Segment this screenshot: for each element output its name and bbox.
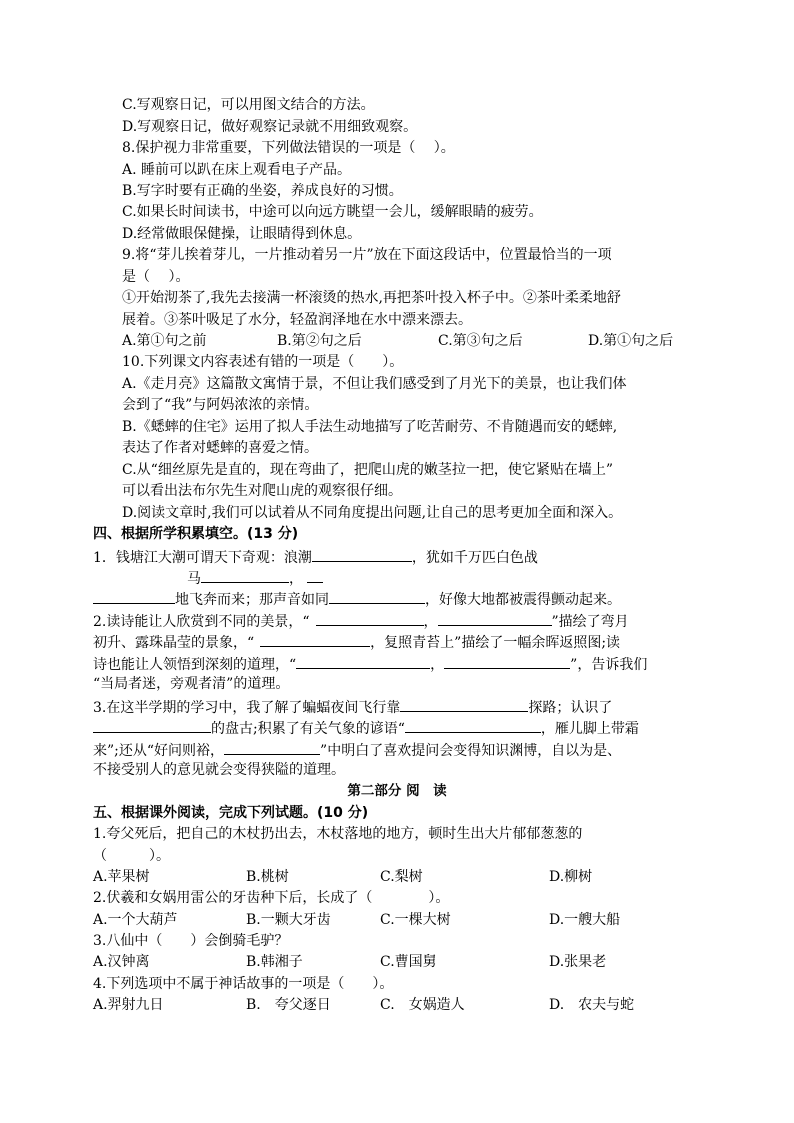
q9-text-line1: ①开始沏茶了,我先去接满一杯滚烫的热水,再把茶叶投入杯子中。②茶叶柔柔地舒 xyxy=(122,290,621,306)
s5-q4-options xyxy=(93,995,693,1015)
s5-q4-stem: 4.下列选项中不属于神话故事的一项是（ ）。 xyxy=(93,976,394,992)
q10-option-d: D.阅读文章时,我们可以试着从不同角度提出问题,让自己的思考更加全面和深入。 xyxy=(122,505,623,521)
s4-q2-line1: 2.读诗能让人欣赏到不同的美景，“ ， ”描绘了弯月 xyxy=(93,610,629,630)
s4-q2-line2: 初升、露珠晶莹的景象，“ ，复照青苔上”描绘了一幅余晖返照图;读 xyxy=(93,631,620,651)
s5-q1-option-d: D.柳树 xyxy=(549,869,593,885)
fill-blank[interactable] xyxy=(444,653,570,669)
q10-option-a-line2: 会到了“我”与阿妈浓浓的亲情。 xyxy=(122,397,319,413)
s5-q2-option-b: B.一颗大牙齿 xyxy=(246,912,331,928)
fill-blank[interactable] xyxy=(329,588,425,604)
s5-q2-option-d: D.一艘大船 xyxy=(549,912,621,928)
q10-option-a-line1: A.《走月亮》这篇散文寓情于景，不但让我们感受到了月光下的美景，也让我们体 xyxy=(122,376,627,392)
fill-blank[interactable] xyxy=(400,696,528,712)
s4-q3-line4: 不接受别人的意见就会变得狭隘的道理。 xyxy=(93,762,345,778)
q10-option-c-line1: C.从“细丝原先是直的，现在弯曲了，把爬山虎的嫩茎拉一把，使它紧贴在墙上” xyxy=(122,462,613,478)
s4-q1-line2: 马 ， xyxy=(187,567,323,587)
q9-text-line2: 展着。③茶叶吸足了水分，轻盈润泽地在水中漂来漂去。 xyxy=(122,312,472,328)
q7-option-c: C.写观察日记，可以用图文结合的方法。 xyxy=(122,97,375,113)
s4-q3-line2: 的盘古;积累了有关气象的谚语“ ，雁儿脚上带霜 xyxy=(93,717,639,737)
q10-stem: 10.下列课文内容表述有错的一项是（ ）。 xyxy=(122,354,404,370)
q10-option-b-line2: 表达了作者对蟋蟀的喜爱之情。 xyxy=(122,440,318,456)
q10-option-c-line2: 可以看出法布尔先生对爬山虎的观察很仔细。 xyxy=(122,483,402,499)
s5-q4-option-a: A.羿射九日 xyxy=(93,997,164,1013)
q9-options xyxy=(122,331,722,351)
s5-q3-options xyxy=(93,952,693,972)
q9-option-a: A.第①句之前 xyxy=(122,333,207,349)
q10-option-b-line1: B.《蟋蟀的住宅》运用了拟人手法生动地描写了吃苦耐劳、不肯随遇而安的蟋蟀, xyxy=(122,419,618,435)
fill-blank[interactable] xyxy=(201,567,289,583)
fill-blank[interactable] xyxy=(260,631,370,647)
s5-q3-option-a: A.汉钟离 xyxy=(93,954,150,970)
fill-blank[interactable] xyxy=(438,610,552,626)
s5-q4-option-d: D. 农夫与蛇 xyxy=(549,997,635,1013)
s5-q3-stem: 3.八仙中（ ）会倒骑毛驴？ xyxy=(93,933,289,949)
s5-q2-options xyxy=(93,910,693,930)
s5-q2-option-a: A.一个大葫芦 xyxy=(93,912,178,928)
s4-q1-line1: 1．钱塘江大潮可谓天下奇观：浪潮 ，犹如千万匹白色战 xyxy=(93,546,538,566)
s4-q2-line4: “当局者迷，旁观者清”的道理。 xyxy=(93,676,290,692)
fill-blank[interactable] xyxy=(93,588,175,604)
s5-q4-option-c: C. 女娲造人 xyxy=(380,997,465,1013)
fill-blank[interactable] xyxy=(296,653,430,669)
s5-q2-option-c: C.一棵大树 xyxy=(380,912,451,928)
section-5-title: 五、根据课外阅读，完成下列试题。(10 分) xyxy=(93,805,369,821)
q9-option-b: B.第②句之后 xyxy=(277,333,362,349)
s5-q1-stem-line1: 1.夸父死后，把自己的木杖扔出去，木杖落地的地方，顿时生出大片郁郁葱葱的 xyxy=(93,826,583,842)
s4-q1-line3: 地飞奔而来；那声音如同 ，好像大地都被震得颤动起来。 xyxy=(93,588,621,608)
fill-blank[interactable] xyxy=(307,567,323,583)
s5-q3-option-b: B.韩湘子 xyxy=(246,954,303,970)
q8-option-d: D.经常做眼保健操，让眼睛得到休息。 xyxy=(122,226,362,242)
s5-q2-stem: 2.伏羲和女娲用雷公的牙齿种下后，长成了（ ）。 xyxy=(93,890,450,906)
s5-q1-option-b: B.桃树 xyxy=(246,869,289,885)
s5-q3-option-d: D.张果老 xyxy=(549,954,607,970)
s4-q2-line3: 诗也能让人领悟到深刻的道理，“ ， ”，告诉我们 xyxy=(93,653,647,673)
s4-q3-line3: 来”;还从“好问则裕， ”中明白了喜欢提问会变得知识渊博，自以为是、 xyxy=(93,739,621,759)
q9-option-d: D.第①句之后 xyxy=(588,333,674,349)
s4-q3-line1: 3.在这半学期的学习中，我了解了蝙蝠夜间飞行靠 探路；认识了 xyxy=(93,696,612,716)
fill-blank[interactable] xyxy=(93,717,211,733)
s5-q1-options xyxy=(93,867,693,887)
q8-option-b: B.写字时要有正确的坐姿，养成良好的习惯。 xyxy=(122,183,403,199)
q7-option-d: D.写观察日记，做好观察记录就不用细致观察。 xyxy=(122,119,418,135)
q9-option-c: C.第③句之后 xyxy=(438,333,523,349)
s5-q1-option-c: C.梨树 xyxy=(380,869,423,885)
q9-stem-line1: 9.将“芽儿挨着芽儿，一片推动着另一片”放在下面这段话中，位置最恰当的一项 xyxy=(122,247,612,263)
section-4-title: 四、根据所学积累填空。(13 分) xyxy=(93,526,299,542)
q8-stem: 8.保护视力非常重要，下列做法错误的一项是（ ）。 xyxy=(122,140,455,156)
fill-blank[interactable] xyxy=(316,610,424,626)
fill-blank[interactable] xyxy=(405,717,541,733)
part-2-title: 第二部分 阅 读 xyxy=(347,783,447,799)
s5-q1-stem-line2: （ ）。 xyxy=(93,848,170,864)
s5-q1-option-a: A.苹果树 xyxy=(93,869,150,885)
q9-stem-line2: 是（ ）。 xyxy=(122,269,190,285)
s5-q4-option-b: B. 夸父逐日 xyxy=(246,997,331,1013)
s5-q3-option-c: C.曹国舅 xyxy=(380,954,437,970)
q8-option-a: A. 睡前可以趴在床上观看电子产品。 xyxy=(122,162,352,178)
fill-blank[interactable] xyxy=(224,739,320,755)
q8-option-c: C.如果长时间读书，中途可以向远方眺望一会儿，缓解眼睛的疲劳。 xyxy=(122,204,543,220)
fill-blank[interactable] xyxy=(312,546,412,562)
